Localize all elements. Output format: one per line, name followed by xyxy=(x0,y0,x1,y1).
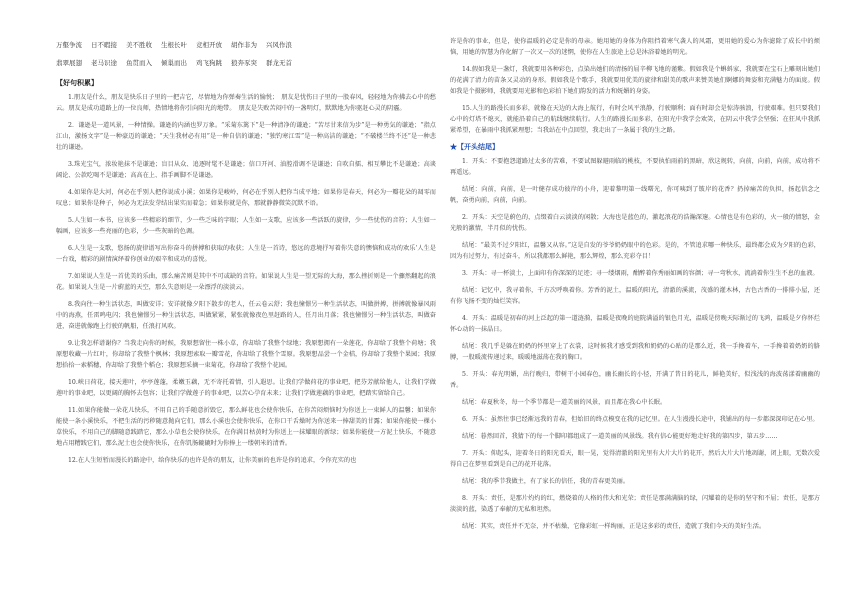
paragraph: 11.如果你能做一朵花儿快乐，不用自己的手随意折毁它，那么鲜花也会使你快乐，在你苦闷烦恼时为你送上一束鲜人的温馨；如果你能使一条小溪快乐，不把生活的污秽随意抛向它们，那么小溪也会使你快乐，在你口干舌燥时为你送来一捧甜美的甘露；如果你能使一棵小草快乐，不用自己的脚随意践踏它，那么小草也会使你快乐，在你满目枯黄时为你送上一抹耀眼的新绿；如果你能使一方泥土快乐，不随意地占用糟践它们，那么泥土也会使你快乐，在你饥肠辘辘时为你捧上一缕朝米的清香。 xyxy=(56,407,436,447)
idiom-list-row-1 xyxy=(56,36,436,54)
idiom: 翡翠展翅 xyxy=(56,59,82,67)
paragraph: 1．开头：不要抱怨道路过太多的苦难，不要试图躲避雨临的桃枝，不要执怕雨前的黑暗，欣这规转，向前，向前，向前，成功将不再遥远。 xyxy=(450,158,820,176)
paragraph: 7．开头：仰起头，迎着冬日的阳光看天，眼一晃，觉得清澈的阳光里有大片大片的花开，然后大片大片地凋谢，闭上眼，无数次爱得自己在梦里看到是自己的花开花落。 xyxy=(450,450,820,468)
paragraph: 结尾：“最美不过夕阳红，温馨又从容。”这是自发的爷爷奶奶眼中的色彩。是的，不管追求哪一种快乐，最终都会成为夕阳的色彩，因为有过努力，有过奋斗，所以我都那么鲜艳，那么辉煌，那么充彩夺目！ xyxy=(450,242,820,260)
paragraph: 结尾：春夏秋冬，每一个季节都是一道美丽的风景，而且都在我心中长眠。 xyxy=(462,399,667,406)
idiom: 兴风作浪 xyxy=(266,41,292,49)
paragraph: 8．开头：责任，是那片灼灼的红，燃烧着的人格的伟大和光荣；责任是那满满脑的绿，闪耀着的是你的坚守和不屈；责任，是那方淡淡的蓝，染透了奉献的无私和坦然。 xyxy=(450,495,820,513)
paragraph: 2．开头：天空是蔚色的，点缀着白云淡淡的闲散；大海也是蓝色的，激起浪花的浩瀚深邃。心情也是有色彩的，火一般的情怒，金光般的激情，半月似的忧伤。 xyxy=(450,214,820,232)
idiom: 鱼贯而入 xyxy=(126,59,152,67)
idiom: 生根长叶 xyxy=(161,41,187,49)
paragraph: 10.峡日荷花，接天莲叶，亭亭莲蓬，柔嫩玉藕，无不寄托着情，引人遐思。让我们学做荷花的事业吧，把芬芳献给他人，让我们学做莲叶的事业吧，以更阔的胸怀去包容；让我们学做莲子的事业吧，以苦心孕育未来；让我们学做莲藕的事业吧，把踏实留给自己。 xyxy=(56,379,436,397)
idiom: 鸡飞狗跳 xyxy=(196,59,222,67)
paragraph: 5．开头：春光明媚，出行晚归，带树干小园春色，幽长幽长的小径，开满了昔日的花儿，鲜艳美好，似浅浅的海波荡漾着幽幽的香。 xyxy=(450,371,820,389)
paragraph: 4.如果你是大河，何必在乎别人把你说成小溪；如果你是峻岭，何必在乎别人把你当成平地；如果你是春天，何必为一瓣花朵的凋零而叹息；如果你是种子，何必为无法发芽结出果实而着急；如果你就是你，那就静静微笑沉默不语。 xyxy=(56,189,436,207)
idiom: 万壑争流 xyxy=(56,41,82,49)
paragraph: 7.如果说人生是一首优美的乐曲，那么痛苦则是其中不可或缺的音符。如果说人生是一望无际的大海，那么挫折则是一个骤然翻起的浪花。如果说人生是一片蔚蓝的天空，那么失意则是一朵漂浮的淡淡云。 xyxy=(56,273,436,291)
paragraph: 12.在人生短暂而漫长的路途中，给你快乐的也许是你的朋友，让你美丽的也许是你的追求，令你充实的也 xyxy=(68,457,357,464)
paragraph: 2．谦逊是一道风景，一种情操。谦逊的内涵也罗万象。“采菊东篱下”是一种清净的谦逊；“苦尽甘来信为步”是一种勇気的谦逊；“指点江山，激扬文字”是一种豪迈的谦逊；“天生我材必有用”是一种自信的谦逊；“独钓寒江雪”是一种高洁的谦逊；“不破楼兰终不还”是一种悲壮的谦逊。 xyxy=(56,122,436,151)
idiom: 倾巢而出 xyxy=(161,59,187,67)
paragraph: 许是你的事业，但是，使你温暖的必定是你的母亲。她用她的身体为你阻挡着寒气袭人的风霜，更用她的爱心为你滤除了成长中的烦恼，用她的智慧为你化解了一次又一次的迷惘，使你在人生旅途上总是沐浴着她的明光。 xyxy=(450,38,820,56)
paragraph: 1.朋友是什么，朋友是快乐日子里的一把吉它，尽情地为你弹奏生活的愉悦； 朋友是忧伤日子里的一股春风，轻轻地为你拂去心中的愁云。朋友是成功道路上的一位良师，热情地将你引向阳光的地带。 朋友是失败苦闷中的一盏明灯，默默地为你驱赶心灵的阴霾。 xyxy=(56,94,436,112)
idiom: 老马识途 xyxy=(91,59,117,67)
paragraph: 5.人生如一本书，应该多一些精彩的细节，少一些乏味的字眼；人生如一支歌，应该多一些活跃的旋律，少一些忧伤的音符；人生如一幅画，应该多一些亮丽的色彩，少一些灰暗的色调。 xyxy=(56,217,436,235)
idiom: 日不暇接 xyxy=(91,41,117,49)
star-icon: ★ xyxy=(450,142,457,151)
paragraph: 3.珠光宝气，浓妆艳抹不是谦逊；盲目从众、追逐时髦不是谦逊；信口开河、油腔滑调不是谦逊；自吹自擂、相互攀比不是谦逊；高谈阔论、公款吃喝不是谦逊；高高在上、指手画脚不是谦逊。 xyxy=(56,161,436,179)
paragraph: 3．开头：寻一杯淡土，上面印有你深深的足迹；寻一缕烟雨，酣醉着你秀丽如画的容颜；寻一弯秋水，流淌着你生生不息的血液。 xyxy=(462,270,819,277)
paragraph: 6．开头：虽然往事已经渐远我的青春，但始旧的终点模变在我的记忆里。在人生漫漫长途中，我铺出的每一步都深深印记在心里。 xyxy=(462,416,819,423)
paragraph: 9.让我怎样谱谢你？当我走向你的时候，我原想留住一株小草，你却给了我整个绿地；我原想拥有一朵莲花，你却给了我整个荷塘；我原想收藏一片红叶，你却给了我整个枫林；我原想索取一瓣雪花，你却给了我整个雪原。我原想品尝一个金桔，你却给了我整个果园；我原想拾拾一索稻穗，你却给了我整个稻仓；我原想采摘一束菊花，你却给了我整个花园。 xyxy=(56,340,436,369)
paragraph: 结尾：暮然回首，我猜下的每一个脚印都组成了一道美丽的风景线。我有信心能更好地走好我的第四步，第五步…… xyxy=(462,433,778,440)
idiom: 狼奔豕突 xyxy=(231,59,257,67)
paragraph: 结尾：其实，责任并不无奈，并不枯燥，它像彩虹一样绚丽，正是这多彩的责任，造就了我们今天的美好生活。 xyxy=(462,523,766,530)
idiom: 竞相开放 xyxy=(196,41,222,49)
paragraph: 结尾：我的季节我做主，有了家长的信任，我的青春更美丽。 xyxy=(462,478,630,485)
paragraph: 15.人生的路漫长而多彩，就像在天边的大海上航行，有时会风平浪静，行驶顺利；面有时却会是惊涛骇浪，行驶艰难。但只要我们心中的灯塔不熄灭，就能沿着自己的航线继续航行。人生的路漫长而多彩，在阳光中我学会欢笑，在阴云中我学会坚强；在狂风中我抓紧希望，在暴雨中我抓紧理想；当我站在中点回望，我走出了一条属于我的生之路。 xyxy=(450,105,820,134)
idiom: 胡作非为 xyxy=(231,41,257,49)
paragraph: 14.假如我是一盏灯，我就要用各种彩色，点染出她们的清扬的屈辛柳飞地的谨紫。假如我是个蝌蚪家，我就要在宝石上雕刻出她们的花满了清力的苗条又灵动的身形。假如我是个歌手，我就要用优美的旋律和甜美的歌声来赞美她们婀娜的舞姿和充满魅力的面庞。假如我是个摄影师，我就要用光影和色彩拍下她们韵发的活力和妩媚的身姿。 xyxy=(450,66,820,95)
paragraph: 结尾：记忆中，我寻着你，千方次呼唤着你。芳香的泥土，温暖的阳光，清澈的溪流，茂盛的灌木林，古色古香的一排排小屋，还有你飞扬不变的灿烂笑容。 xyxy=(450,287,820,305)
left-column xyxy=(56,36,436,472)
paragraph: 4．开头：温暖是初春的河上泛起的第一道涟漪，温暖是夜晚的庭院满溢的银色月光，温暖是傍晚天际渐过的飞鸿，温暖是夕你怀烂怀心动的一抹晶日。 xyxy=(450,315,820,333)
section-title-openings-endings xyxy=(450,142,820,152)
idiom-list-row-2 xyxy=(56,54,436,72)
paragraph: 结尾：我几乎是躲在奶奶的怀里穿上了衣裳，这时候我才感受到我和奶奶的心贴的是那么近，我一手搀着车，一手搀着着奶奶的胳膊，一股暖流传递过来，暖暖地滋荡在我的胸口。 xyxy=(450,343,820,361)
idiom: 群龙无首 xyxy=(266,59,292,67)
idiom: 美不胜收 xyxy=(126,41,152,49)
section-title-text: 【开头结尾】 xyxy=(457,142,499,151)
section-title-good-sentences: 【好句积累】 xyxy=(56,78,98,87)
paragraph: 8.我向往一种生活状态，叫做安详；安详就像夕阳下散步的老人，任云卷云舒；我也憧憬另一种生活状态，叫做拼搏，拼搏就像暴风雨中的海燕，任雷鸣电闪；我也憧憬另一种生活状态，叫做紧紧，紧张就像夜色里赶路的人，任月出月落；我也憧憬另一种生活状态，叫做奋进，奋进就像跑上行驶的帆船，任浪打风吹。 xyxy=(56,301,436,330)
paragraph: 6.人生是一支歌，悠扬的旋律谱写出你奋斗的拼搏和获取的收获；人生是一首诗，悠远的意境抒写着你失意的懊恼和成功的欢乐‘人生是一台戏，精彩的剧情演绎着你创业的艰辛和成功的喜悦。 xyxy=(56,245,436,263)
paragraph: 结尾：向前，向前，是一叶健存成功彼岸的小舟，迎着黎明第一线曙光，你可咦到了铍岸的花香？扔掉痛苦的负担，扬起信念之帆，奋勇向前，向前，向前。 xyxy=(450,186,820,204)
right-column xyxy=(450,36,820,538)
